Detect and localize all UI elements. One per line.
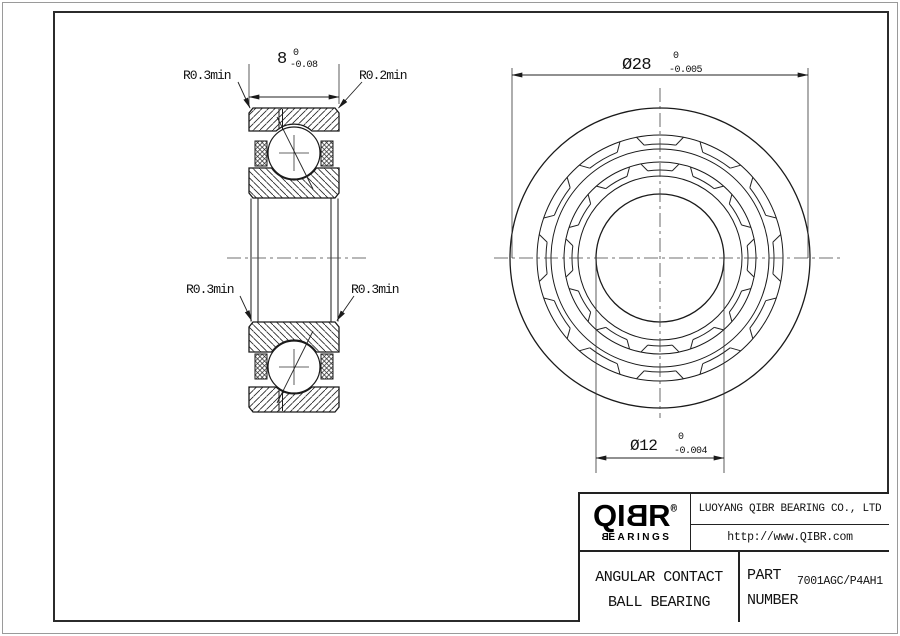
dim-width-value: 8 [277, 50, 287, 69]
cage-section [321, 141, 333, 166]
logo-subtitle [599, 532, 672, 543]
front-view [494, 88, 840, 418]
leader-line [240, 296, 252, 321]
brand-logo [592, 498, 678, 533]
dim-bore-value: Ø12 [630, 437, 658, 455]
product-name-line1: ANGULAR CONTACT [595, 569, 723, 586]
title-block [578, 492, 889, 622]
logo-sub-letter-b-mirrored: B [598, 532, 609, 543]
title-block-detail-row [580, 552, 889, 622]
section-bottom-half [249, 322, 339, 412]
dim-width-lower-tol: -0.08 [290, 60, 318, 71]
leader-line [238, 82, 250, 108]
logo-sub-rest: EARINGS [608, 532, 672, 543]
section-view [227, 108, 369, 412]
product-name-cell [580, 552, 740, 622]
part-label-line1: PART [747, 567, 782, 584]
part-number-cell [740, 552, 889, 622]
registered-trademark-icon: ® [670, 504, 678, 516]
dim-width-upper-tol: 0 [293, 48, 299, 59]
radius-label-top-right: R0.2min [359, 68, 407, 83]
width-dimension [249, 48, 339, 104]
logo-letters-qi: QI [592, 498, 626, 533]
bore-silhouette-lines [251, 199, 338, 322]
cage-section [255, 354, 267, 379]
leader-line [339, 82, 363, 108]
title-block-header-row [580, 494, 889, 552]
radius-label-top-left: R0.3min [183, 68, 231, 83]
company-cell [691, 494, 889, 550]
section-top-half [249, 108, 339, 198]
dim-outer-upper-tol: 0 [673, 51, 679, 62]
brand-logo-cell [580, 494, 691, 550]
part-label-line2: NUMBER [747, 592, 799, 609]
product-name-line2: BALL BEARING [607, 594, 711, 611]
company-website: http://www.QIBR.com [727, 531, 853, 544]
logo-wordmark [593, 498, 671, 533]
radius-label-bottom-left: R0.3min [186, 282, 234, 297]
radius-label-bottom-right: R0.3min [351, 282, 399, 297]
company-name: LUOYANG QIBR BEARING CO., LTD [691, 494, 889, 525]
cage-section [255, 141, 267, 166]
logo-letter-b-mirrored: B [625, 498, 649, 533]
dim-outer-lower-tol: -0.005 [669, 65, 703, 76]
logo-letter-r: R [648, 498, 671, 533]
cage-section [321, 354, 333, 379]
dim-bore-upper-tol: 0 [678, 432, 684, 443]
dim-bore-lower-tol: -0.004 [674, 446, 708, 457]
dim-outer-value: Ø28 [622, 56, 652, 75]
leader-line [337, 296, 354, 321]
part-number-value: 7001AGC/P4AH1 [797, 575, 883, 588]
